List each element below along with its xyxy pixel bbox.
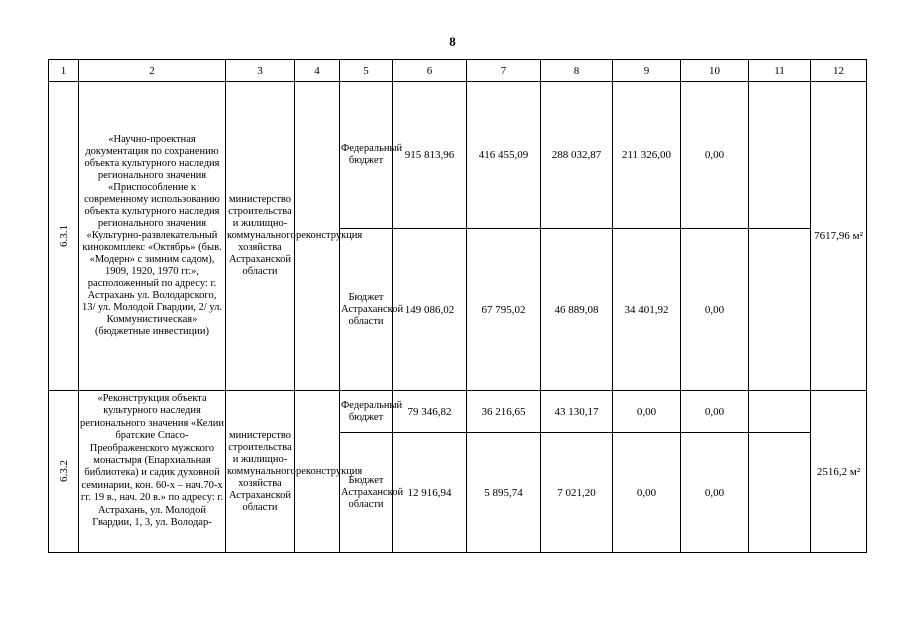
value-col8: 46 889,08 <box>541 229 613 391</box>
funding-source: Бюджет Астраханской области <box>340 229 393 391</box>
value-col10: 0,00 <box>681 433 749 553</box>
row-number-cell <box>49 391 79 553</box>
header-cell: 9 <box>613 60 681 82</box>
value-col6: 79 346,82 <box>393 391 467 433</box>
header-cell: 7 <box>467 60 541 82</box>
object-description: «Реконструкция объекта культурного наследия регионального значения «Келии братские Спасо-Преображенского мужского монастыря (Епархиальная библиотека) и садик духовной семинарии, кон. 60-х – нач.70-х гг. 19 в., нач. 20 в.» по адресу: г. Астрахань, ул. Молодой Гвардии, 1, 3, ул. Володар- <box>79 391 226 553</box>
header-cell: 12 <box>811 60 867 82</box>
object-description: «Научно-проектная документация по сохранению объекта культурного наследия регионального значения «Приспособление к современному использованию объекта культурного наследия регионального значения «Культурно-развлекательный кинокомплекс «Октябрь» (быв. «Модерн» с зимним садом), 1909, 1920, 1970 гг.», расположенный по адресу: г. Астрахань ул. Володарского, 13/ ул. Молодой Гвардии, 2/ ул. Коммунистическая» (бюджетные инвестиции) <box>79 82 226 391</box>
row-number: 6.3.1 <box>57 224 70 247</box>
table-header-row <box>49 60 867 82</box>
value-col11 <box>749 82 811 229</box>
value-col6: 12 916,94 <box>393 433 467 553</box>
budget-table <box>48 59 867 553</box>
value-col7: 67 795,02 <box>467 229 541 391</box>
value-col11 <box>749 391 811 433</box>
work-type: реконструкция <box>295 391 340 553</box>
page-number: 8 <box>449 34 456 49</box>
table-row <box>49 391 867 433</box>
header-cell: 6 <box>393 60 467 82</box>
value-col11 <box>749 433 811 553</box>
table-row <box>49 82 867 229</box>
row-number-cell <box>49 82 79 391</box>
funding-source: Федеральный бюджет <box>340 82 393 229</box>
value-col8: 7 021,20 <box>541 433 613 553</box>
value-col8: 288 032,87 <box>541 82 613 229</box>
header-cell: 2 <box>79 60 226 82</box>
value-col7: 5 895,74 <box>467 433 541 553</box>
executor: министерство строительства и жилищно-коммунального хозяйства Астраханской области <box>226 391 295 553</box>
value-col6: 149 086,02 <box>393 229 467 391</box>
row-number: 6.3.2 <box>57 460 70 482</box>
header-cell: 4 <box>295 60 340 82</box>
value-col11 <box>749 229 811 391</box>
value-col10: 0,00 <box>681 82 749 229</box>
header-cell: 1 <box>49 60 79 82</box>
value-col10: 0,00 <box>681 229 749 391</box>
value-col10: 0,00 <box>681 391 749 433</box>
header-cell: 3 <box>226 60 295 82</box>
value-col9: 211 326,00 <box>613 82 681 229</box>
header-cell: 11 <box>749 60 811 82</box>
value-col7: 416 455,09 <box>467 82 541 229</box>
header-cell: 5 <box>340 60 393 82</box>
area-value: 2516,2 м² <box>811 391 867 553</box>
executor: министерство строительства и жилищно-коммунального хозяйства Астраханской области <box>226 82 295 391</box>
area-value: 7617,96 м² <box>811 82 867 391</box>
value-col9: 0,00 <box>613 391 681 433</box>
funding-source: Бюджет Астраханской области <box>340 433 393 553</box>
value-col8: 43 130,17 <box>541 391 613 433</box>
value-col9: 34 401,92 <box>613 229 681 391</box>
header-cell: 10 <box>681 60 749 82</box>
value-col9: 0,00 <box>613 433 681 553</box>
value-col7: 36 216,65 <box>467 391 541 433</box>
funding-source: Федеральный бюджет <box>340 391 393 433</box>
work-type: реконструкция <box>295 82 340 391</box>
value-col6: 915 813,96 <box>393 82 467 229</box>
header-cell: 8 <box>541 60 613 82</box>
